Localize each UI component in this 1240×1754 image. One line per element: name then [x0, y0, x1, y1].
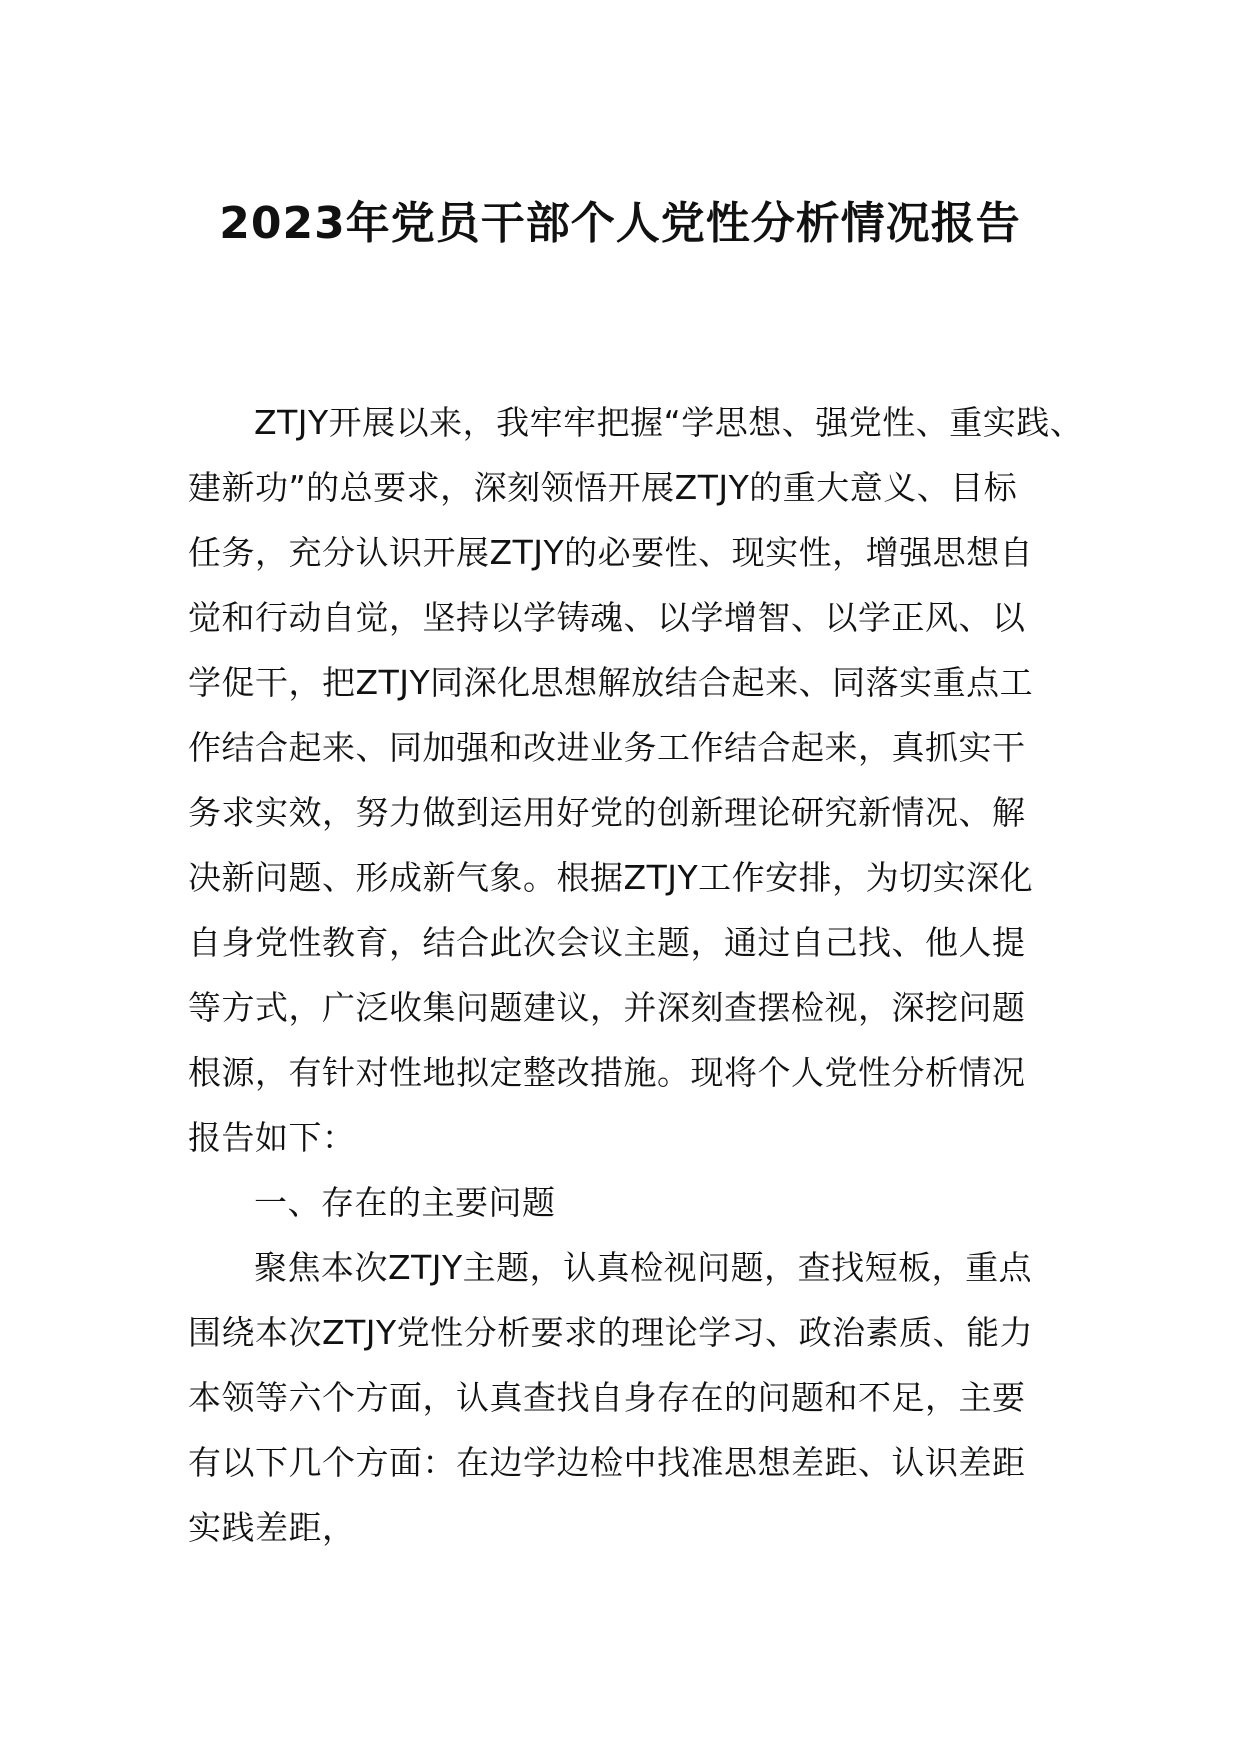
paragraph-line: 报告如下： — [188, 1118, 356, 1157]
section-heading: 一、存在的主要问题 — [254, 1183, 556, 1222]
document-body — [188, 390, 1084, 1560]
paragraph-line: 根源，有针对性地拟定整改措施。现将个人党性分析情况 — [188, 1053, 1026, 1092]
paragraph-line: 等方式，广泛收集问题建议，并深刻查摆检视，深挖问题 — [188, 988, 1026, 1027]
paragraph-line: 建新功”的总要求，深刻领悟开展ZTJY的重大意义、目标 — [188, 468, 1018, 507]
paragraph-line: 任务，充分认识开展ZTJY的必要性、现实性，增强思想自 — [188, 533, 1034, 572]
paragraph-line: 有以下几个方面：在边学边检中找准思想差距、认识差距 — [188, 1443, 1026, 1482]
paragraph-line: 作结合起来、同加强和改进业务工作结合起来，真抓实干 — [188, 728, 1026, 767]
document-title: 2023年党员干部个人党性分析情况报告 — [219, 198, 1021, 249]
paragraph-line: 务求实效，努力做到运用好党的创新理论研究新情况、解 — [188, 793, 1026, 832]
paragraph-line: 聚焦本次ZTJY主题，认真检视问题，查找短板，重点 — [254, 1248, 1033, 1287]
paragraph-line: 决新问题、形成新气象。根据ZTJY工作安排，为切实深化 — [188, 858, 1034, 897]
paragraph-line: 学促干，把ZTJY同深化思想解放结合起来、同落实重点工 — [188, 663, 1034, 702]
paragraph-line: ZTJY开展以来，我牢牢把握“学思想、强党性、重实践、 — [254, 403, 1084, 442]
paragraph-line: 本领等六个方面，认真查找自身存在的问题和不足，主要 — [188, 1378, 1026, 1417]
paragraph-line: 自身党性教育，结合此次会议主题，通过自己找、他人提 — [188, 923, 1026, 962]
paragraph-line: 觉和行动自觉，坚持以学铸魂、以学增智、以学正风、以 — [188, 598, 1026, 637]
paragraph-line: 实践差距， — [188, 1508, 356, 1547]
paragraph-line: 围绕本次ZTJY党性分析要求的理论学习、政治素质、能力 — [188, 1313, 1034, 1352]
